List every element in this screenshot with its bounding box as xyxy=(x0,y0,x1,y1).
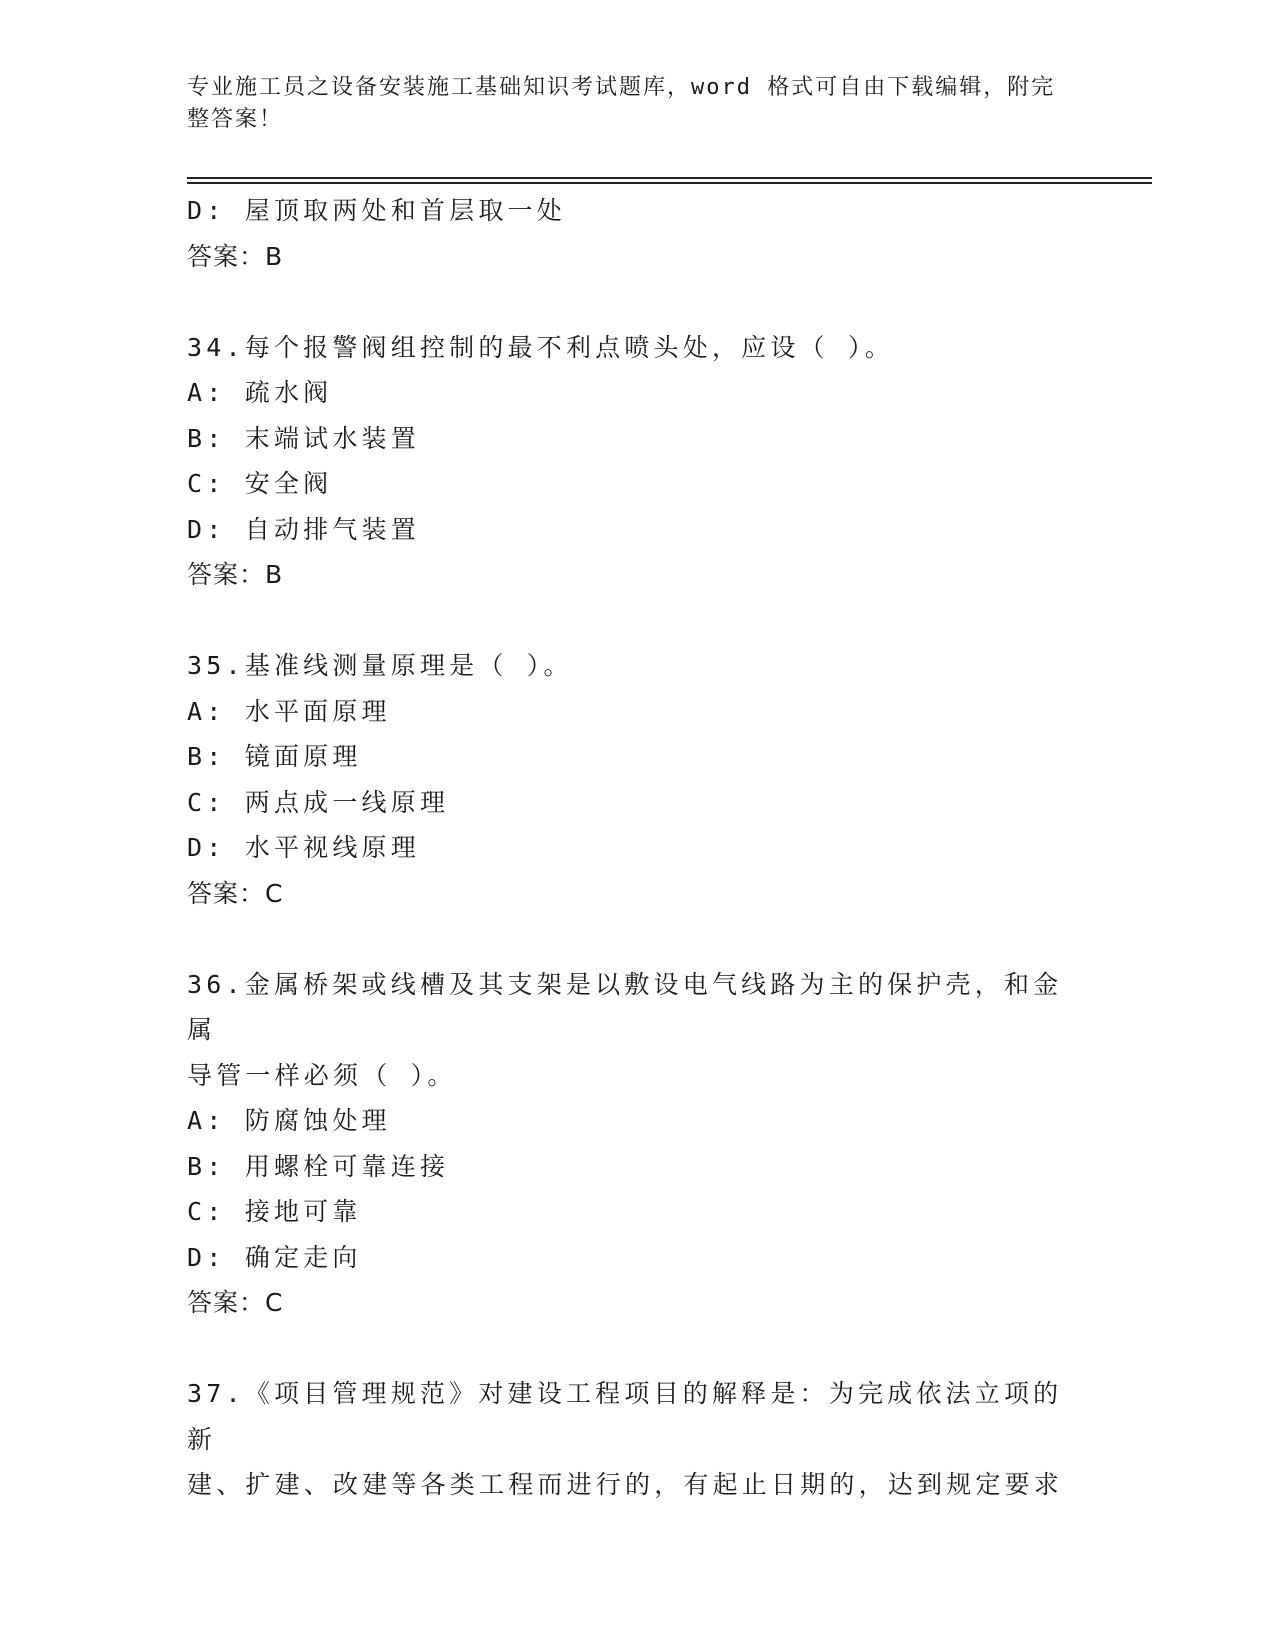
option-a: A: 疏水阀 xyxy=(187,378,333,407)
option-a: A: 水平面原理 xyxy=(187,696,391,726)
question-stem: 37.《项目管理规范》对建设工程项目的解释是：为完成依法立项的新 建、扩建、改建等各类工程而进行的，有起止日期的，达到规定要求 xyxy=(187,1379,1064,1499)
question-list xyxy=(187,188,1147,1508)
option-d: D: 自动排气装置 xyxy=(187,514,420,544)
spacer xyxy=(187,598,1147,644)
spacer xyxy=(187,1326,1147,1372)
header-divider-top xyxy=(187,177,1152,179)
header-divider-bottom xyxy=(187,182,1152,184)
option-d: D: 确定走向 xyxy=(187,1242,362,1272)
question-stem: 34.每个报警阀组控制的最不利点喷头处，应设（ ）。 xyxy=(187,332,894,362)
spacer xyxy=(187,916,1147,962)
option-b: B: 末端试水装置 xyxy=(187,423,420,453)
answer: 答案：C xyxy=(187,1288,284,1317)
answer: 答案：B xyxy=(187,560,284,589)
question-34 xyxy=(187,325,1147,598)
page-header: 专业施工员之设备安装施工基础知识考试题库，word 格式可自由下载编辑，附完 整答案！ xyxy=(187,75,1056,132)
option-d: D: 水平视线原理 xyxy=(187,833,420,862)
option-c: C: 接地可靠 xyxy=(187,1197,362,1226)
question-37 xyxy=(187,1371,1147,1508)
question-36 xyxy=(187,962,1147,1326)
option-b: B: 用螺栓可靠连接 xyxy=(187,1151,450,1181)
answer: 答案：C xyxy=(187,878,284,908)
option-a: A: 防腐蚀处理 xyxy=(187,1106,391,1135)
option-d: D: 屋顶取两处和首层取一处 xyxy=(187,196,566,225)
question-stem: 36.金属桥架或线槽及其支架是以敷设电气线路为主的保护壳，和金属 导管一样必须（ ）。 xyxy=(187,969,1063,1090)
option-b: B: 镜面原理 xyxy=(187,742,362,771)
question-35 xyxy=(187,643,1147,916)
answer: 答案：B xyxy=(187,241,284,271)
option-c: C: 安全阀 xyxy=(187,469,333,498)
question-stem: 35.基准线测量原理是（ ）。 xyxy=(187,651,573,680)
spacer xyxy=(187,279,1147,325)
option-c: C: 两点成一线原理 xyxy=(187,787,450,817)
